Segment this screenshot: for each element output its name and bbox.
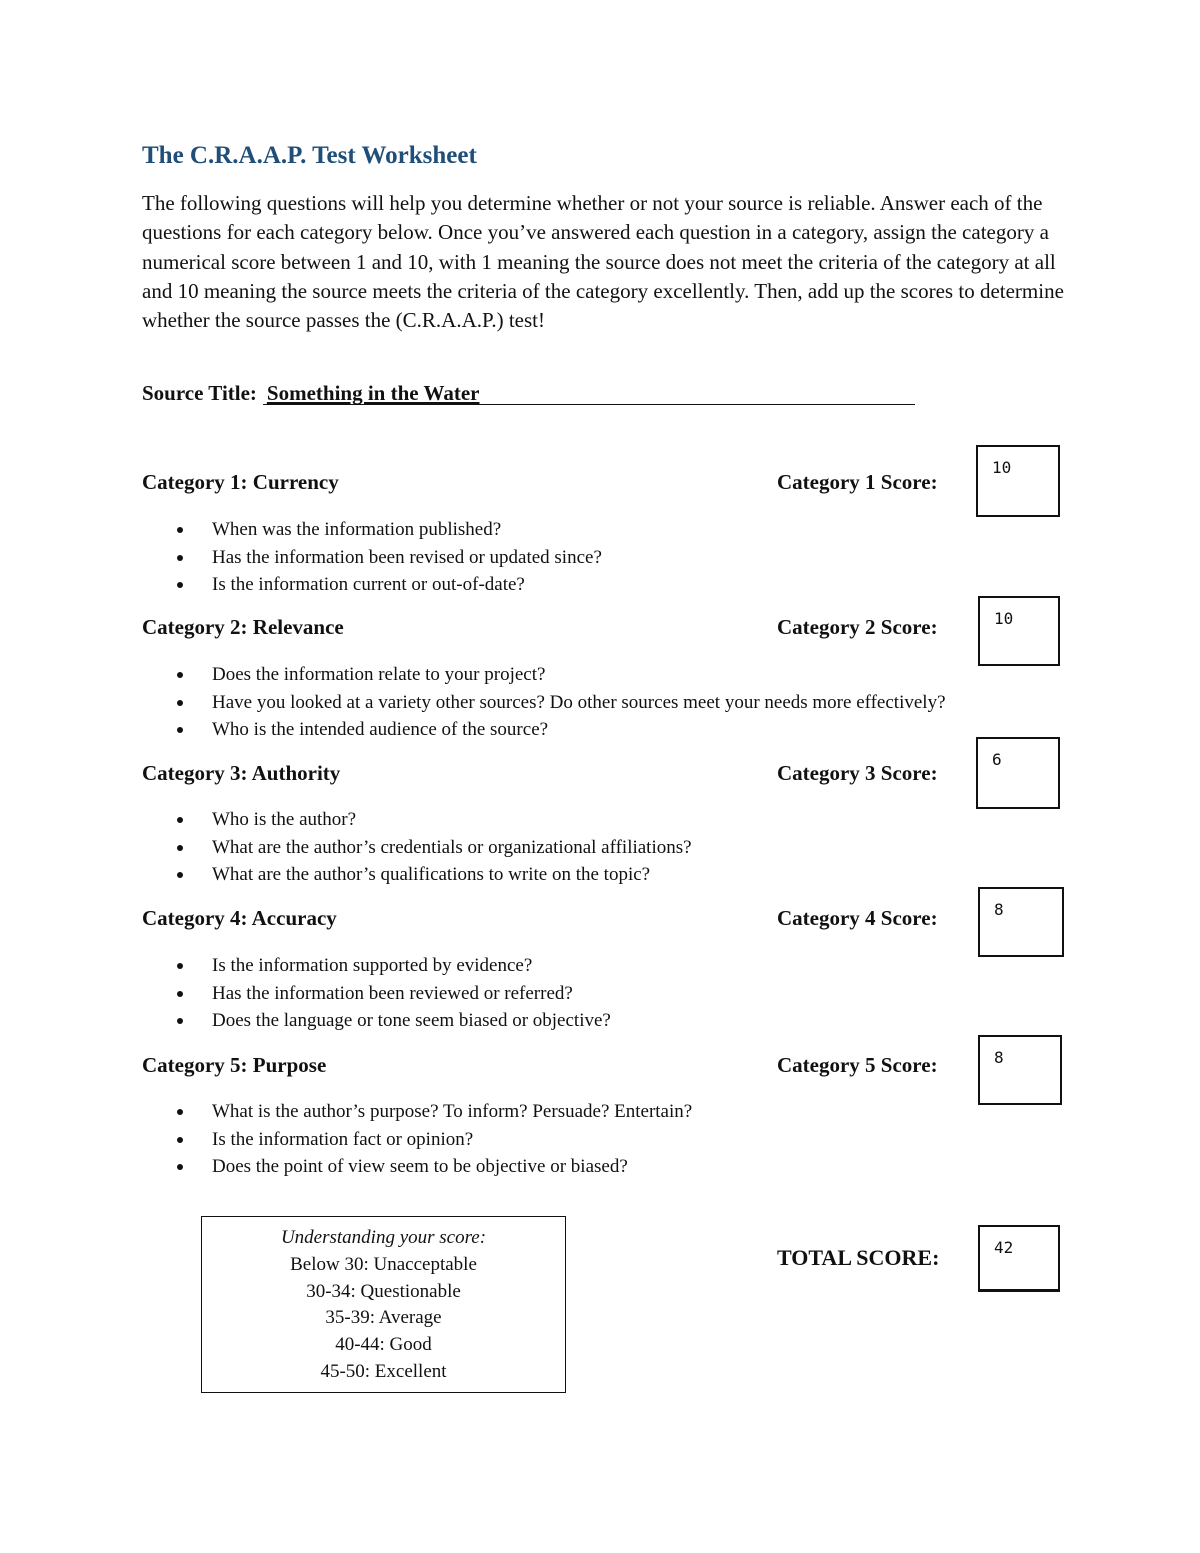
category-3-heading: Category 3: Authority — [142, 761, 341, 785]
category-2-score-label: Category 2 Score: — [777, 615, 938, 639]
category-4-questions — [170, 952, 611, 1035]
list-item: Have you looked at a variety other sources? Do other sources meet your needs more effectively? — [170, 689, 946, 717]
total-score-label: TOTAL SCORE: — [777, 1245, 940, 1270]
list-item: Who is the intended audience of the source? — [170, 716, 946, 744]
category-2-heading: Category 2: Relevance — [142, 615, 344, 639]
category-2-score-box[interactable]: 10 — [978, 596, 1060, 666]
intro-text: The following questions will help you determine whether or not your source is reliable. Answer each of the questions for each category below. Once you’ve answered each question in a category, assign the category a numerical score between 1 and 10, with 1 meaning the source does not meet the criteria of the category at all and 10 meaning the source meets the criteria of the category excellently. Then, add up the scores to determine whether the source passes the (C.R.A.A.P.) test! — [142, 191, 1064, 333]
score-legend — [201, 1216, 566, 1393]
category-1-heading: Category 1: Currency — [142, 470, 339, 494]
category-5-heading: Category 5: Purpose — [142, 1053, 327, 1077]
list-item: Who is the author? — [170, 806, 692, 834]
intro-paragraph — [142, 189, 1072, 335]
list-item: Has the information been reviewed or referred? — [170, 980, 611, 1008]
category-5-score-box[interactable]: 8 — [978, 1035, 1062, 1105]
list-item: Has the information been revised or updated since? — [170, 544, 602, 572]
list-item: Does the information relate to your project? — [170, 661, 946, 689]
total-score-box[interactable]: 42 — [978, 1225, 1060, 1292]
category-4-heading: Category 4: Accuracy — [142, 906, 337, 930]
category-1-score-box[interactable]: 10 — [976, 445, 1060, 517]
list-item: Does the point of view seem to be objective or biased? — [170, 1153, 692, 1181]
source-title-row — [142, 381, 915, 406]
category-5-score-label: Category 5 Score: — [777, 1053, 938, 1077]
category-2-questions — [170, 661, 946, 744]
category-4-score-box[interactable]: 8 — [978, 887, 1064, 957]
legend-range: 30-34: Questionable — [306, 1280, 461, 1302]
source-title-field[interactable] — [263, 382, 915, 405]
source-title-value: Something in the Water — [266, 381, 480, 405]
legend-range: 40-44: Good — [335, 1334, 432, 1356]
legend-range: 35-39: Average — [325, 1307, 442, 1329]
list-item: What are the author’s qualifications to write on the topic? — [170, 861, 692, 889]
source-title-label: Source Title: — [142, 381, 257, 405]
page-title: The C.R.A.A.P. Test Worksheet — [142, 142, 477, 169]
list-item: Is the information current or out-of-date? — [170, 571, 602, 599]
legend-range: 45-50: Excellent — [320, 1360, 447, 1382]
legend-heading: Understanding your score: — [280, 1227, 487, 1248]
list-item: Does the language or tone seem biased or objective? — [170, 1007, 611, 1035]
category-1-score-label: Category 1 Score: — [777, 470, 938, 494]
category-3-questions — [170, 806, 692, 889]
category-3-score-box[interactable]: 6 — [976, 737, 1060, 809]
list-item: What is the author’s purpose? To inform? Persuade? Entertain? — [170, 1098, 692, 1126]
list-item: Is the information supported by evidence? — [170, 952, 611, 980]
legend-range: Below 30: Unacceptable — [290, 1253, 477, 1275]
list-item: Is the information fact or opinion? — [170, 1126, 692, 1154]
category-5-questions — [170, 1098, 692, 1181]
list-item: What are the author’s credentials or organizational affiliations? — [170, 834, 692, 862]
category-3-score-label: Category 3 Score: — [777, 761, 938, 785]
list-item: When was the information published? — [170, 516, 602, 544]
category-4-score-label: Category 4 Score: — [777, 906, 938, 930]
category-1-questions — [170, 516, 602, 599]
